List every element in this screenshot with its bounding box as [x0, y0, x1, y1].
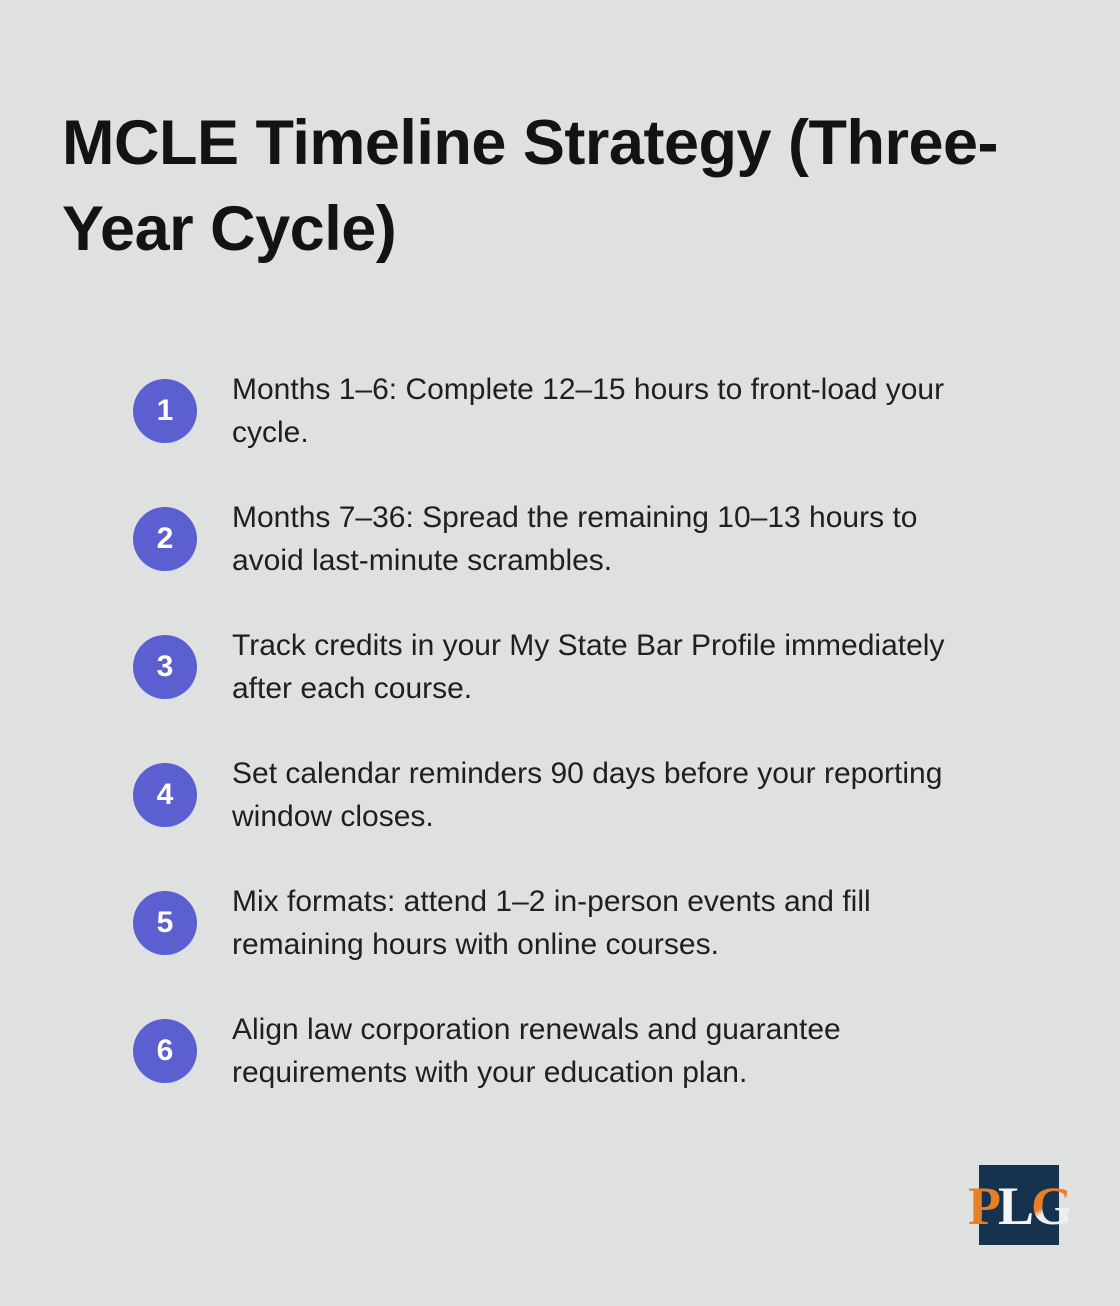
list-item	[133, 496, 982, 582]
step-text: Months 1–6: Complete 12–15 hours to front-load your cycle.	[232, 373, 945, 449]
step-text: Mix formats: attend 1–2 in-person events and fill remaining hours with online courses.	[232, 885, 871, 961]
list-item	[133, 1008, 982, 1094]
logo-letter-g: G	[1031, 1176, 1071, 1236]
step-text: Months 7–36: Spread the remaining 10–13 hours to avoid last-minute scrambles.	[232, 501, 918, 577]
list-item	[133, 752, 982, 838]
plg-logo	[967, 1165, 1071, 1245]
page-title: MCLE Timeline Strategy (Three-Year Cycle)	[62, 108, 999, 264]
logo-letter-p: P	[967, 1176, 998, 1236]
logo-letter-l: L	[997, 1176, 1032, 1236]
list-item	[133, 624, 982, 710]
step-number-badge: 5	[133, 891, 197, 955]
step-number-badge: 6	[133, 1019, 197, 1083]
list-item	[133, 880, 982, 966]
step-text: Align law corporation renewals and guarantee requirements with your education plan.	[232, 1013, 841, 1089]
step-number-badge: 2	[133, 507, 197, 571]
list-item	[133, 368, 982, 454]
step-number-badge: 1	[133, 379, 197, 443]
step-number-badge: 3	[133, 635, 197, 699]
step-text: Track credits in your My State Bar Profile immediately after each course.	[232, 629, 945, 705]
numbered-step-list	[133, 368, 982, 1094]
step-text: Set calendar reminders 90 days before your reporting window closes.	[232, 757, 943, 833]
step-number-badge: 4	[133, 763, 197, 827]
